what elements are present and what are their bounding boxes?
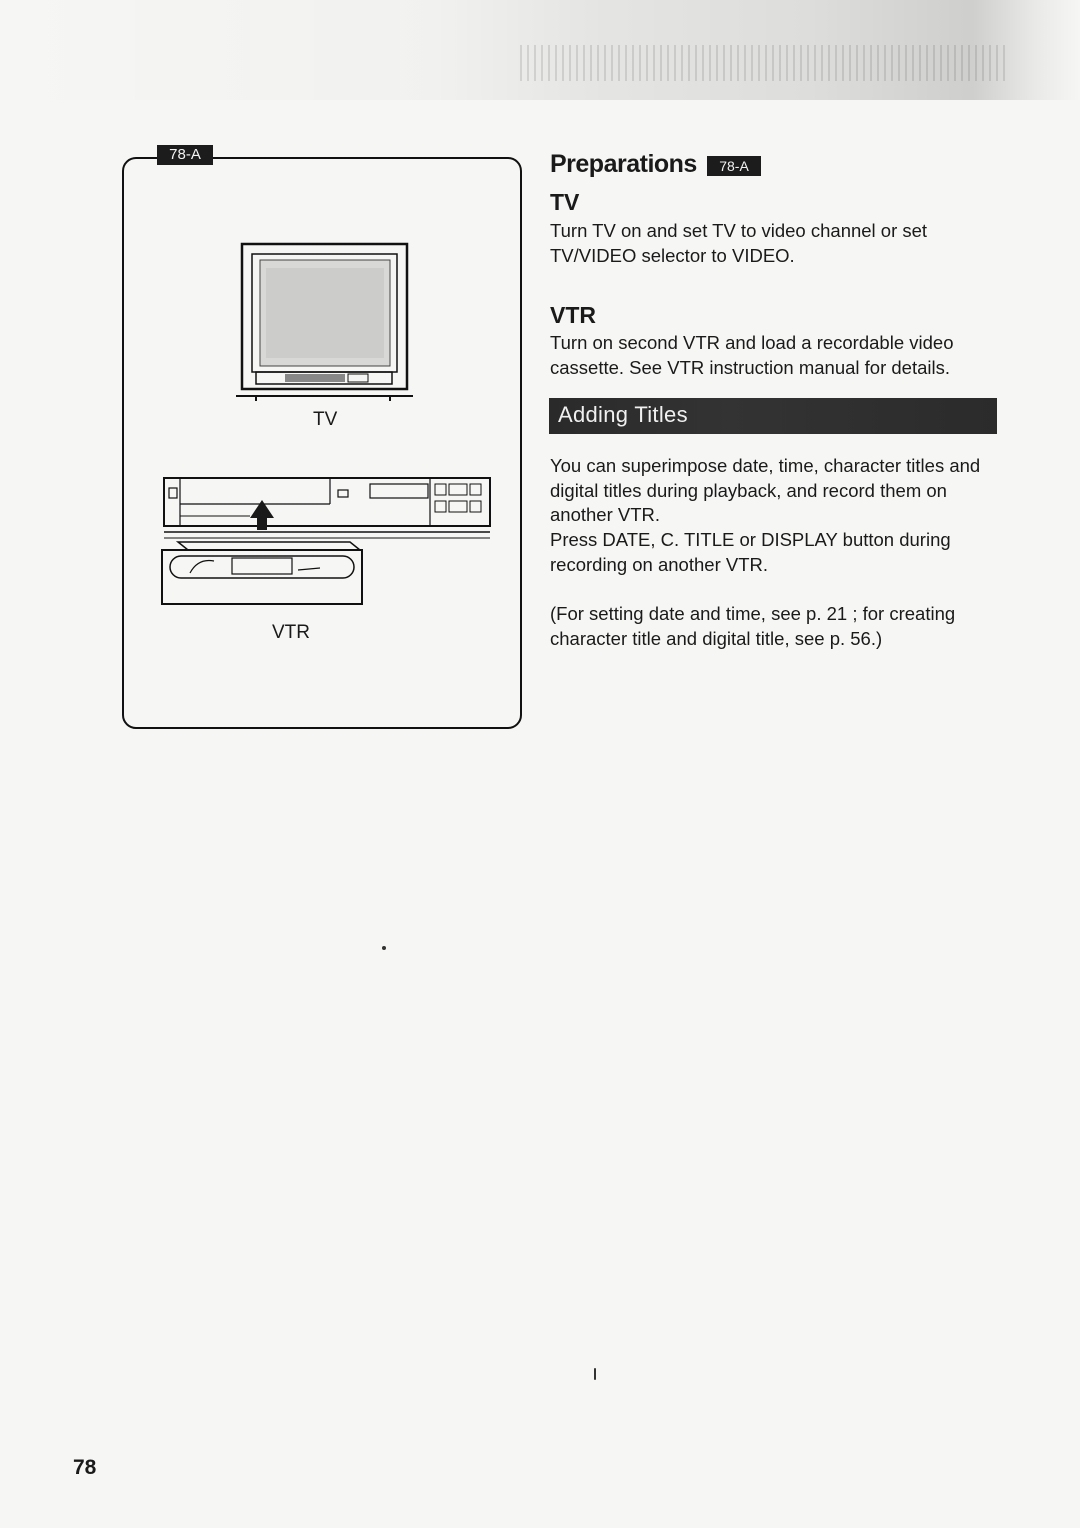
scan-speck	[382, 946, 386, 950]
adding-titles-paragraph-1: You can superimpose date, time, character titles and digital titles during playback, and record them on another VTR.	[550, 455, 981, 525]
vtr-illustration	[150, 470, 495, 610]
scan-speck	[594, 1368, 596, 1380]
preparations-heading: Preparations	[550, 150, 697, 178]
adding-titles-heading: Adding Titles	[558, 402, 688, 427]
figure-tag: 78-A	[157, 145, 213, 165]
tv-illustration	[230, 238, 420, 408]
adding-titles-paragraph-2: Press DATE, C. TITLE or DISPLAY button during recording on another VTR.	[550, 529, 951, 575]
tv-label: TV	[313, 409, 338, 430]
vtr-instructions: Turn on second VTR and load a recordable video cassette. See VTR instruction manual for details.	[550, 332, 954, 378]
vtr-label: VTR	[272, 622, 310, 643]
adding-titles-bar	[549, 398, 997, 434]
page-number: 78	[73, 1456, 97, 1479]
vtr-heading: VTR	[550, 302, 596, 328]
preparations-figure-tag: 78-A	[707, 156, 761, 176]
scan-shadow-band	[0, 0, 1080, 100]
tv-heading: TV	[550, 189, 580, 215]
tv-instructions: Turn TV on and set TV to video channel or set TV/VIDEO selector to VIDEO.	[550, 220, 928, 266]
adding-titles-paragraph-3: (For setting date and time, see p. 21 ; for creating character title and digital title, see p. 56.)	[550, 603, 956, 649]
